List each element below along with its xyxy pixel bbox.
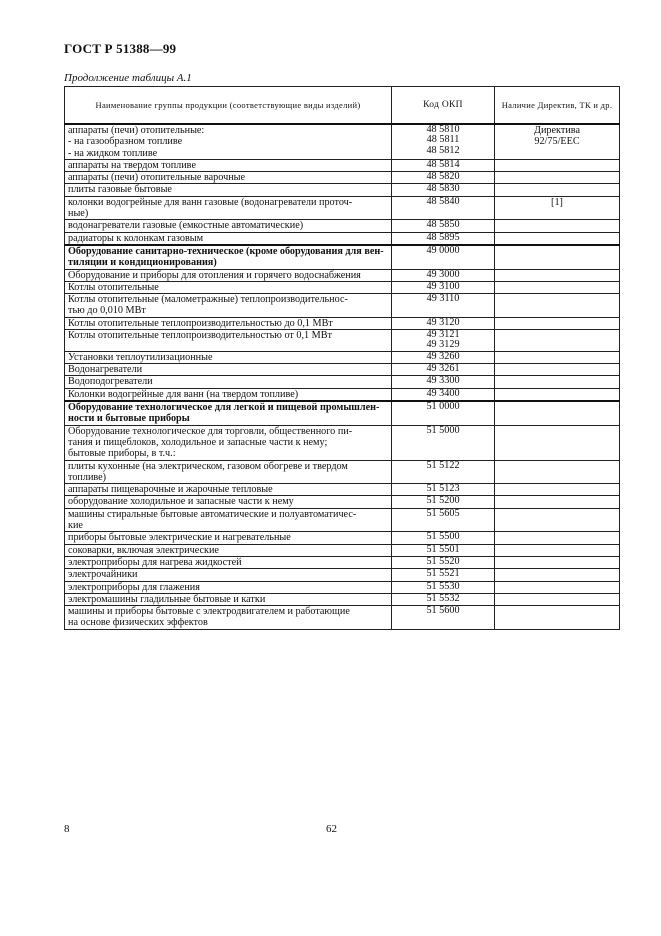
okp-code-cell	[392, 484, 495, 496]
okp-code-cell-line: 49 3400	[426, 387, 460, 399]
okp-code-cell	[392, 581, 495, 593]
okp-code-cell-line: 51 5500	[426, 531, 460, 543]
product-group-cell-line: бытовые приборы, в т.ч.:	[68, 448, 176, 460]
table-row	[65, 159, 620, 171]
product-group-cell-line: Оборудование технологическое для торговли, общественного пи-	[68, 425, 353, 437]
product-group-cell-line: машины стиральные бытовые автоматические и полуавтоматичес-	[68, 508, 357, 520]
product-group-cell-line: тиляции и кондиционирования)	[68, 257, 217, 269]
product-group-cell-line: плиты газовые бытовые	[68, 184, 172, 196]
okp-code-cell	[392, 401, 495, 425]
directives-cell	[495, 460, 620, 484]
product-group-cell	[65, 532, 392, 544]
product-group-cell-line: тания и пищеблоков, холодильное и запасные части к нему;	[68, 436, 328, 448]
product-group-cell	[65, 294, 392, 318]
directives-cell	[495, 544, 620, 556]
product-group-cell	[65, 508, 392, 532]
table-row	[65, 124, 620, 159]
product-group-cell	[65, 593, 392, 605]
product-group-cell	[65, 330, 392, 352]
okp-code-cell-line: 51 5000	[426, 424, 460, 436]
product-group-cell	[65, 401, 392, 425]
directives-cell-line: 92/75/ЕЕС	[534, 136, 580, 147]
product-group-cell-line: Установки теплоутилизационные	[68, 351, 213, 363]
directives-cell	[495, 232, 620, 245]
product-group-cell-line: Котлы отопительные теплопроизводительностью от 0,1 МВт	[68, 330, 332, 342]
okp-code-cell-line: 48 5820	[426, 171, 460, 183]
table-row	[65, 581, 620, 593]
product-group-cell-line: тью до 0,010 МВт	[68, 305, 146, 317]
table-row	[65, 220, 620, 232]
okp-code-cell	[392, 269, 495, 281]
table-row	[65, 401, 620, 425]
directives-cell	[495, 593, 620, 605]
directives-cell-line: Директива	[534, 125, 580, 136]
okp-code-cell-line: 49 3129	[426, 339, 460, 351]
product-group-cell	[65, 425, 392, 460]
directives-cell	[495, 425, 620, 460]
page-number-left: 8	[64, 823, 70, 835]
product-group-cell	[65, 460, 392, 484]
okp-code-cell-line: 51 5530	[426, 580, 460, 592]
product-group-cell	[65, 388, 392, 401]
product-group-cell-line: Водонагреватели	[68, 364, 143, 376]
directives-cell	[495, 388, 620, 401]
directives-cell	[495, 172, 620, 184]
okp-code-cell-line: 48 5830	[426, 183, 460, 195]
products-table	[64, 86, 620, 630]
product-group-cell	[65, 496, 392, 508]
product-group-cell-line: кие	[68, 520, 83, 532]
table-row	[65, 484, 620, 496]
directives-cell	[495, 532, 620, 544]
okp-code-cell	[392, 220, 495, 232]
directives-cell	[495, 317, 620, 329]
product-group-cell	[65, 184, 392, 196]
okp-code-cell	[392, 364, 495, 376]
okp-code-cell-line: 48 5850	[426, 219, 460, 231]
product-group-cell-line: электрочайники	[68, 569, 138, 581]
okp-code-cell-line: 48 5810	[426, 124, 460, 135]
product-group-cell	[65, 351, 392, 363]
directives-cell	[495, 124, 620, 159]
product-group-cell-line: Оборудование и приборы для отопления и горячего водоснабжения	[68, 269, 361, 281]
directives-cell	[495, 606, 620, 630]
okp-code-cell-line: 49 3261	[426, 363, 460, 375]
product-group-cell	[65, 196, 392, 220]
directives-cell	[495, 220, 620, 232]
okp-code-cell	[392, 124, 495, 159]
directives-cell	[495, 184, 620, 196]
okp-code-cell	[392, 184, 495, 196]
product-group-cell-line: оборудование холодильное и запасные части к нему	[68, 496, 294, 508]
okp-code-cell-line: 48 5895	[426, 231, 460, 243]
table-row	[65, 544, 620, 556]
directives-cell	[495, 196, 620, 220]
directives-cell	[495, 281, 620, 293]
product-group-cell-line: Котлы отопительные	[68, 281, 159, 293]
okp-code-cell	[392, 388, 495, 401]
okp-code-cell-line: 51 5200	[426, 495, 460, 507]
product-group-cell-line: колонки водогрейные для ванн газовые (водонагреватели проточ-	[68, 196, 353, 208]
okp-code-cell	[392, 460, 495, 484]
okp-code-cell-line: 51 5122	[426, 459, 460, 471]
product-group-cell	[65, 281, 392, 293]
okp-code-cell-line: 49 3100	[426, 280, 460, 292]
product-group-cell-line: ности и бытовые приборы	[68, 413, 190, 425]
table-row	[65, 317, 620, 329]
product-group-cell	[65, 484, 392, 496]
product-group-cell-line: соковарки, включая электрические	[68, 544, 219, 556]
okp-code-cell-line: 48 5814	[426, 158, 460, 170]
okp-code-cell-line: 49 3110	[426, 293, 460, 305]
table-row	[65, 606, 620, 630]
product-group-cell-line: ные)	[68, 208, 89, 220]
product-group-cell-line: машины и приборы бытовые с электродвигателем и работающие	[68, 606, 350, 618]
table-row	[65, 556, 620, 568]
product-group-cell	[65, 556, 392, 568]
okp-code-cell	[392, 606, 495, 630]
okp-code-cell-line: 49 0000	[426, 244, 460, 256]
okp-code-cell-line: 48 5840	[426, 195, 460, 207]
product-group-cell	[65, 569, 392, 581]
directives-cell-line: [1]	[551, 196, 563, 208]
table-row	[65, 364, 620, 376]
product-group-cell-line: Колонки водогрейные для ванн (на твердом топливе)	[68, 388, 299, 400]
product-group-cell-line: - на газообразном топливе	[68, 136, 183, 148]
table-row	[65, 232, 620, 245]
product-group-cell	[65, 269, 392, 281]
okp-code-cell-line: 49 3121	[426, 329, 460, 341]
table-caption: Продолжение таблицы А.1	[64, 72, 192, 84]
okp-code-cell-line: 49 3000	[426, 268, 460, 280]
okp-code-cell	[392, 294, 495, 318]
product-group-cell-line: аппараты на твердом топливе	[68, 159, 196, 171]
product-group-cell	[65, 376, 392, 388]
table-row	[65, 593, 620, 605]
product-group-cell	[65, 232, 392, 245]
table-row	[65, 508, 620, 532]
column-header-code: Код ОКП	[392, 87, 495, 125]
okp-code-cell	[392, 508, 495, 532]
directives-cell	[495, 245, 620, 269]
okp-code-cell	[392, 172, 495, 184]
directives-cell	[495, 569, 620, 581]
product-group-cell-line: - на жидком топливе	[68, 147, 158, 159]
directives-cell	[495, 508, 620, 532]
okp-code-cell-line: 51 5123	[426, 483, 460, 495]
table-row	[65, 196, 620, 220]
product-group-cell-line: аппараты пищеварочные и жарочные тепловые	[68, 484, 273, 496]
table-row	[65, 245, 620, 269]
table-row	[65, 330, 620, 352]
product-group-cell-line: приборы бытовые электрические и нагревательные	[68, 532, 291, 544]
directives-cell	[495, 364, 620, 376]
product-group-cell-line: водонагреватели газовые (емкостные автоматические)	[68, 220, 304, 232]
document-header-title: ГОСТ Р 51388—99	[64, 41, 177, 56]
okp-code-cell	[392, 569, 495, 581]
product-group-cell-line: Котлы отопительные (малометражные) теплопроизводительнос-	[68, 294, 348, 306]
product-group-cell	[65, 245, 392, 269]
okp-code-cell-line: 48 5812	[426, 144, 460, 156]
okp-code-cell	[392, 245, 495, 269]
product-group-cell-line: электроприборы для нагрева жидкостей	[68, 556, 242, 568]
column-header-name: Наименование группы продукции (соответствующие виды изделий)	[65, 87, 392, 125]
directives-cell	[495, 351, 620, 363]
okp-code-cell	[392, 532, 495, 544]
okp-code-cell-line: 49 3260	[426, 350, 460, 362]
table-header-row	[65, 87, 620, 125]
table-row	[65, 425, 620, 460]
product-group-cell-line: Водоподогреватели	[68, 376, 153, 388]
okp-code-cell-line: 49 3120	[426, 316, 460, 328]
product-group-cell	[65, 172, 392, 184]
directives-cell	[495, 376, 620, 388]
product-group-cell-line: аппараты (печи) отопительные:	[68, 125, 205, 136]
okp-code-cell-line: 51 5532	[426, 592, 460, 604]
table-row	[65, 184, 620, 196]
product-group-cell-line: электромашины гладильные бытовые и катки	[68, 593, 266, 605]
table-row	[65, 569, 620, 581]
okp-code-cell	[392, 351, 495, 363]
table-row	[65, 496, 620, 508]
table-row	[65, 388, 620, 401]
table-row	[65, 281, 620, 293]
okp-code-cell	[392, 544, 495, 556]
okp-code-cell	[392, 232, 495, 245]
okp-code-cell-line: 51 5521	[426, 568, 460, 580]
product-group-cell	[65, 544, 392, 556]
product-group-cell-line: радиаторы к колонкам газовым	[68, 232, 204, 244]
okp-code-cell	[392, 330, 495, 352]
okp-code-cell	[392, 317, 495, 329]
directives-cell	[495, 269, 620, 281]
product-group-cell-line: Оборудование санитарно-техническое (кроме оборудования для вен-	[68, 245, 384, 257]
okp-code-cell-line: 51 5501	[426, 543, 460, 555]
okp-code-cell-line: 51 5520	[426, 555, 460, 567]
table-row	[65, 532, 620, 544]
product-group-cell-line: Котлы отопительные теплопроизводительностью до 0,1 МВт	[68, 317, 333, 329]
okp-code-cell-line: 51 0000	[426, 401, 460, 413]
product-group-cell	[65, 220, 392, 232]
okp-code-cell	[392, 593, 495, 605]
product-group-cell-line: плиты кухонные (на электрическом, газовом обогреве и твердом	[68, 460, 348, 472]
directives-cell	[495, 556, 620, 568]
okp-code-cell	[392, 376, 495, 388]
okp-code-cell	[392, 159, 495, 171]
okp-code-cell	[392, 196, 495, 220]
directives-cell	[495, 159, 620, 171]
product-group-cell	[65, 159, 392, 171]
directives-cell	[495, 496, 620, 508]
directives-cell	[495, 330, 620, 352]
table-row	[65, 269, 620, 281]
okp-code-cell-line: 51 5600	[426, 605, 460, 617]
product-group-cell	[65, 124, 392, 159]
okp-code-cell-line: 51 5605	[426, 507, 460, 519]
product-group-cell-line: на основе физических эффектов	[68, 617, 208, 629]
okp-code-cell-line: 49 3300	[426, 375, 460, 387]
table-row	[65, 172, 620, 184]
product-group-cell	[65, 581, 392, 593]
product-group-cell	[65, 606, 392, 630]
okp-code-cell	[392, 496, 495, 508]
product-group-cell-line: электроприборы для глажения	[68, 581, 200, 593]
okp-code-cell	[392, 425, 495, 460]
table-row	[65, 294, 620, 318]
product-group-cell-line: топливе)	[68, 471, 107, 483]
directives-cell	[495, 484, 620, 496]
table-row	[65, 376, 620, 388]
product-group-cell	[65, 317, 392, 329]
table-body	[65, 124, 620, 629]
directives-cell	[495, 581, 620, 593]
directives-cell	[495, 401, 620, 425]
product-group-cell-line: аппараты (печи) отопительные варочные	[68, 172, 246, 184]
product-group-cell-line: Оборудование технологическое для легкой и пищевой промышлен-	[68, 402, 380, 414]
okp-code-cell	[392, 556, 495, 568]
table-row	[65, 351, 620, 363]
directives-cell	[495, 294, 620, 318]
product-group-cell	[65, 364, 392, 376]
page-number-center: 62	[326, 823, 337, 835]
column-header-directives: Наличие Директив, ТК и др.	[495, 87, 620, 125]
okp-code-cell	[392, 281, 495, 293]
okp-code-cell-line: 48 5811	[426, 134, 460, 146]
table-row	[65, 460, 620, 484]
